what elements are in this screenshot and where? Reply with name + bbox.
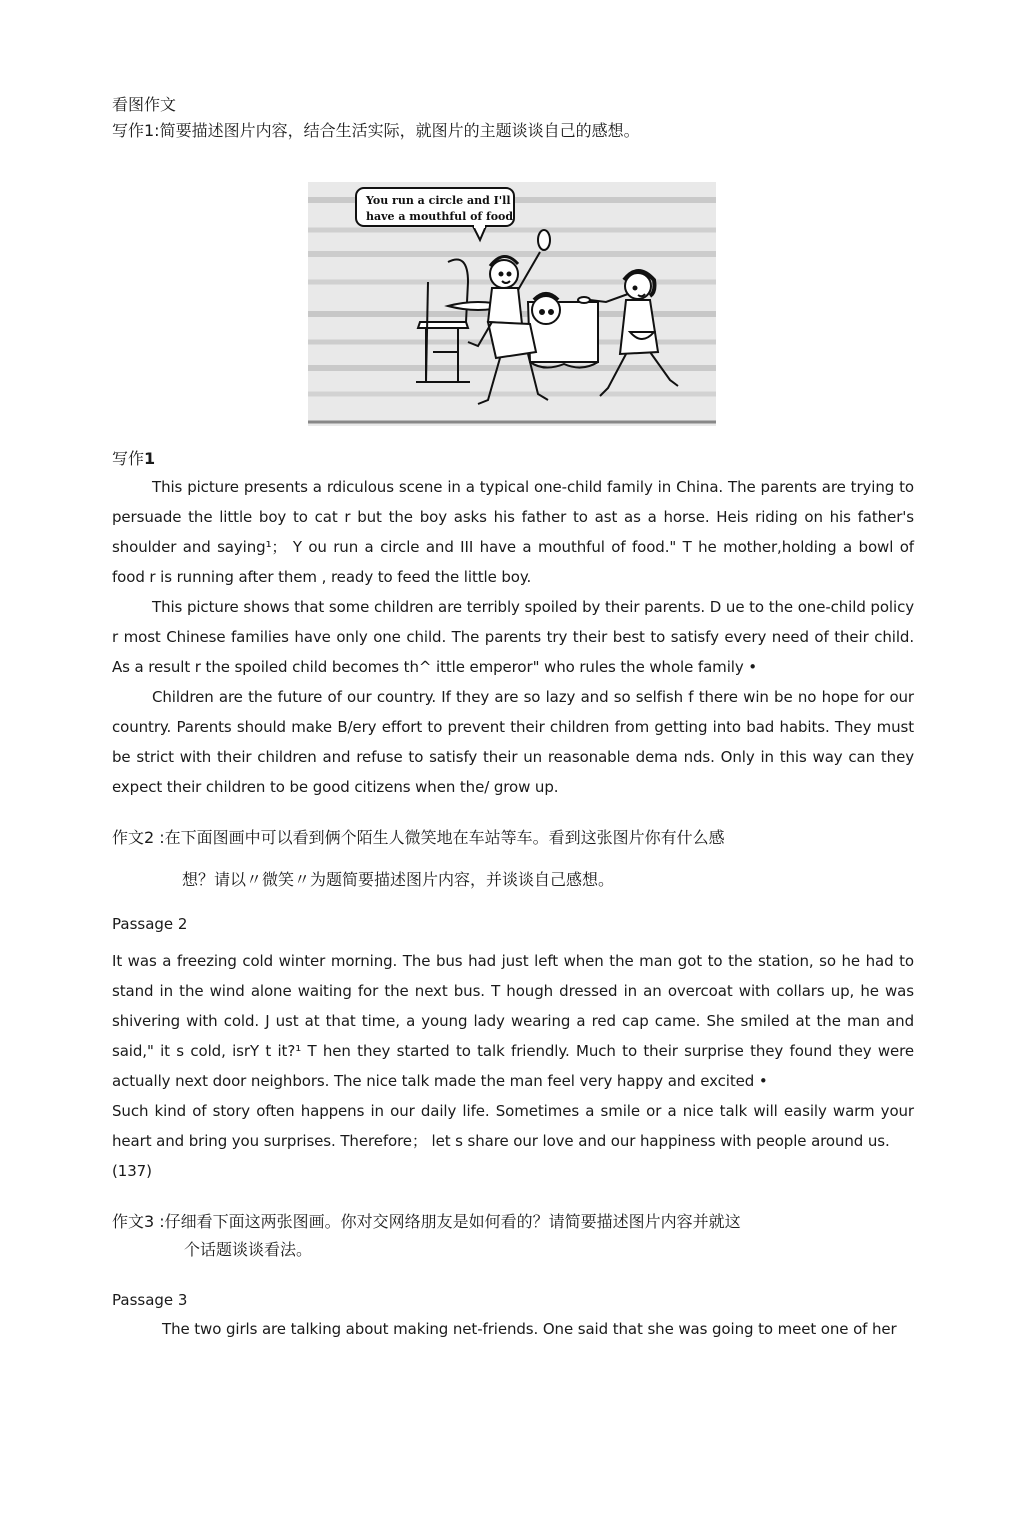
passage-2-label: Passage 2	[112, 915, 188, 933]
essay-1-heading-prefix: 写作	[112, 449, 145, 468]
essay-1-paragraph-1: This picture presents a rdiculous scene in a typical one-child family in China. The parents are trying to persuade the little boy to cat r but the boy asks his father to ast as a horse. Heis riding on his father's shoulder and saying¹； Y ou run a circle and III have a mouthful of food." T he mother,holding a bowl of food r is running after them , ready to feed the little boy.	[112, 478, 914, 586]
essay-1-paragraph-2: This picture shows that some children are terribly spoiled by their parents. D ue to the one-child policy r most Chinese families have only one child. The parents try their best to satisfy every need of their child. As a result r the spoiled child becomes th^ ittle emperor" who rules the whole family •	[112, 598, 914, 676]
passage-3-label: Passage 3	[112, 1291, 188, 1309]
page-title: 看图作文	[112, 95, 177, 114]
passage-2-paragraph-2: Such kind of story often happens in our daily life. Sometimes a smile or a nice talk will easily warm your heart and bring you surprises. Therefore； let s share our love and our happiness with people around us.	[112, 1102, 914, 1150]
task-3-prompt-line-2: 个话题谈谈看法。	[184, 1240, 313, 1259]
speech-bubble-line-1: You run a circle and I'll	[366, 194, 511, 207]
essay-1-heading	[112, 446, 914, 472]
cartoon-illustration	[308, 182, 716, 426]
document-page	[112, 92, 914, 1344]
task-1-prompt: 写作1:简要描述图片内容，结合生活实际，就图片的主题谈谈自己的感想。	[112, 121, 640, 140]
task-2-prompt-line-1: 作文2 :在下面图画中可以看到俩个陌生人微笑地在车站等车。看到这张图片你有什么感	[112, 828, 725, 847]
passage-2-paragraph-1: It was a freezing cold winter morning. The bus had just left when the man got to the station, so he had to stand in the wind alone waiting for the next bus. T hough dressed in an overcoat with collars up, he was shivering with cold. J ust at that time, a young lady wearing a red cap came. She smiled at the man and said," it s cold, isrY t it?¹ T hen they started to talk friendly. Much to their surprise they found they were actually next door neighbors. The nice talk made the man feel very happy and excited •	[112, 952, 914, 1090]
chair-drawing	[416, 260, 470, 383]
task-3-prompt-line-1: 作文3 :仔细看下面这两张图画。你对交网络朋友是如何看的？请简要描述图片内容并就这	[112, 1212, 741, 1231]
task-2-prompt-line-2: 想？请以〃微笑〃为题简要描述图片内容，并谈谈自己感想。	[182, 870, 615, 889]
essay-1-paragraph-3: Children are the future of our country. If they are so lazy and so selfish f there win be no hope for our country. Parents should make B/ery effort to prevent their children from getting into bad habits. They must be strict with their children and refuse to satisfy their un reasonable dema nds. Only in this way can they expect their children to be good citizens when the/ grow up.	[112, 688, 914, 796]
essay-1-heading-number: 1	[144, 449, 156, 468]
cartoon-drawing	[308, 182, 716, 426]
passage-2-word-count: (137)	[112, 1162, 152, 1180]
speech-bubble-line-2: have a mouthful of food	[366, 210, 514, 223]
passage-3-paragraph-1: The two girls are talking about making net-friends. One said that she was going to meet one of her	[162, 1320, 897, 1338]
